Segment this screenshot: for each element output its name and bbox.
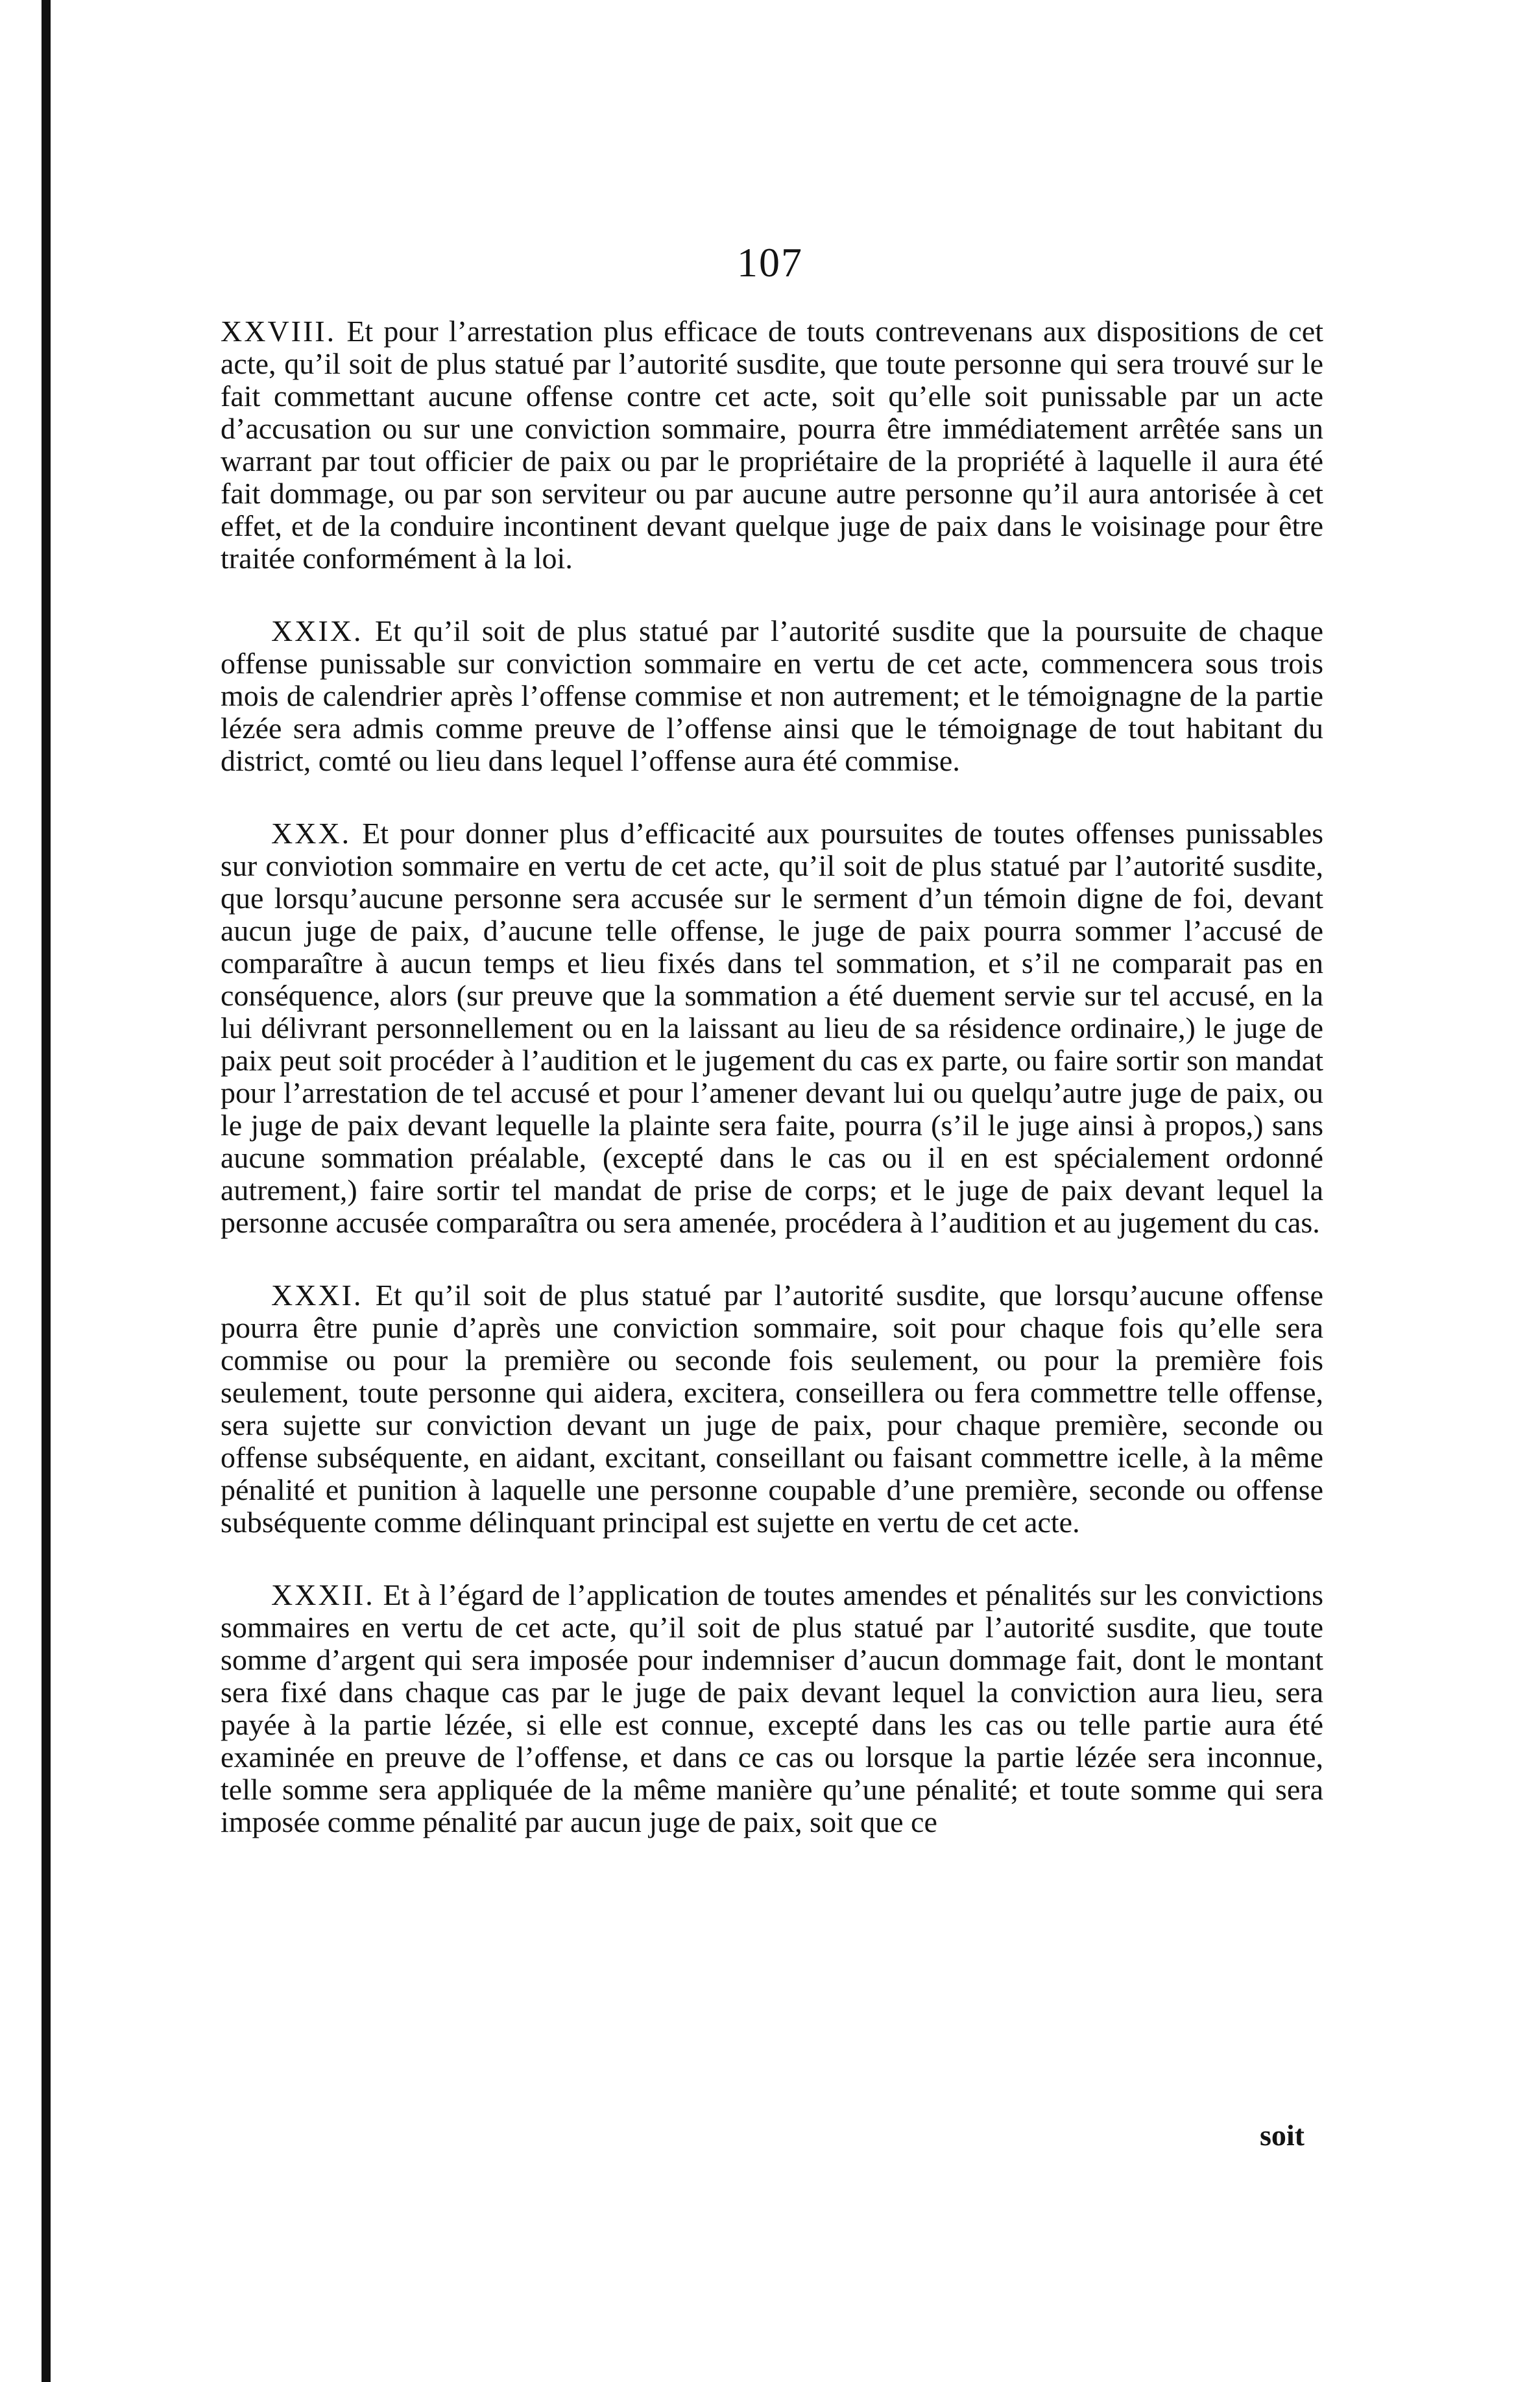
- section-numeral: XXVIII.: [221, 315, 337, 348]
- catchword: soit: [1260, 2119, 1305, 2152]
- page-number: 107: [737, 239, 803, 285]
- section-numeral: XXX.: [271, 817, 352, 850]
- section-text: Et à l’égard de l’application de toutes amendes et pénalités sur les convictions sommaires en vertu de cet acte, qu’il soit de plus statué par l’autorité susdite, que toute somme d’argent qui sera imposée pour indemniser d’aucun dommage fait, dont le montant sera fixé dans chaque cas par le juge de paix devant lequel la conviction aura lieu, sera payée à la partie lézée, si elle est connue, excepté dans les cas ou telle partie aura été examinée en preuve de l’offense, et dans ce cas ou lorsque la partie lézée sera inconnue, telle somme sera appliquée de la même manière qu’une pénalité; et toute somme qui sera imposée comme pénalité par aucun juge de paix, soit que ce: [221, 1578, 1324, 1838]
- section-xxix: [221, 615, 1323, 777]
- section-text: Et pour l’arrestation plus efficace de touts contrevenans aux dispositions de cet acte, qu’il soit de plus statué par l’autorité susdite, que toute personne qui sera trouvé sur le fait commettant aucune offense contre cet acte, soit qu’elle soit punissable par un acte d’accusation ou sur une conviction sommaire, pourra être immédiatement arrêtée sans un warrant par tout officier de paix ou par le propriétaire de la propriété à laquelle il aura été fait dommage, ou par son serviteur ou par aucune autre personne qu’il aura antorisée à cet effet, et de la conduire incontinent devant quelque juge de paix dans le voisinage pour être traitée conformément à la loi.: [221, 315, 1324, 575]
- section-xxviii: [221, 315, 1323, 575]
- section-text: Et pour donner plus d’efficacité aux poursuites de toutes offenses punissables sur conviotion sommaire en vertu de cet acte, qu’il soit de plus statué par l’autorité susdite, que lorsqu’aucune personne sera accusée sur le serment d’un témoin digne de foi, devant aucun juge de paix, d’aucune telle offense, le juge de paix pourra sommer l’accusé de comparaître à aucun temps et lieu fixés dans tel sommation, et s’il ne comparait pas en conséquence, alors (sur preuve que la sommation a été duement servie sur tel accusé, en la lui délivrant personnellement ou en la laissant au lieu de sa résidence ordinaire,) le juge de paix peut soit procéder à l’audition et le jugement du cas ex parte, ou faire sortir son mandat pour l’arrestation de tel accusé et pour l’amener devant lui ou quelqu’autre juge de paix, ou le juge de paix devant lequelle la plainte sera faite, pourra (s’il le juge ainsi à propos,) sans aucune sommation préalable, (excepté dans le cas ou il en est spécialement ordonné autrement,) faire sortir tel mandat de prise de corps; et le juge de paix devant lequel la personne accusée comparaîtra ou sera amenée, procédera à l’audition et au jugement du cas.: [221, 817, 1323, 1239]
- section-xxxii: [221, 1579, 1323, 1838]
- section-text: Et qu’il soit de plus statué par l’autorité susdite que la poursuite de chaque offense punissable sur conviction sommaire en vertu de cet acte, commencera sous trois mois de calendrier après l’offense commise et non autrement; et le témoignagne de la partie lézée sera admis comme preuve de l’offense ainsi que le témoignage de tout habitant du district, comté ou lieu dans lequel l’offense aura été commise.: [221, 614, 1324, 777]
- section-numeral: XXXI.: [271, 1279, 363, 1312]
- section-xxxi: [221, 1279, 1323, 1539]
- section-text: Et qu’il soit de plus statué par l’autorité susdite, que lorsqu’aucune offense pourra être punie d’après une conviction sommaire, soit pour chaque fois qu’elle sera commise ou pour la première ou seconde fois seulement, ou pour la première fois seulement, toute personne qui aidera, excitera, conseillera ou fera commettre telle offense, sera sujette sur conviction devant un juge de paix, pour chaque première, seconde ou offense subséquente, en aidant, excitant, conseillant ou faisant commettre icelle, à la même pénalité et punition à laquelle une personne coupable d’une première, seconde ou offense subséquente comme délinquant principal est sujette en vertu de cet acte.: [221, 1279, 1324, 1539]
- section-numeral: XXIX.: [271, 614, 363, 647]
- section-xxx: [221, 817, 1323, 1239]
- body-text: [221, 315, 1323, 1879]
- section-numeral: XXXII.: [271, 1578, 375, 1611]
- binding-edge: [42, 0, 51, 2382]
